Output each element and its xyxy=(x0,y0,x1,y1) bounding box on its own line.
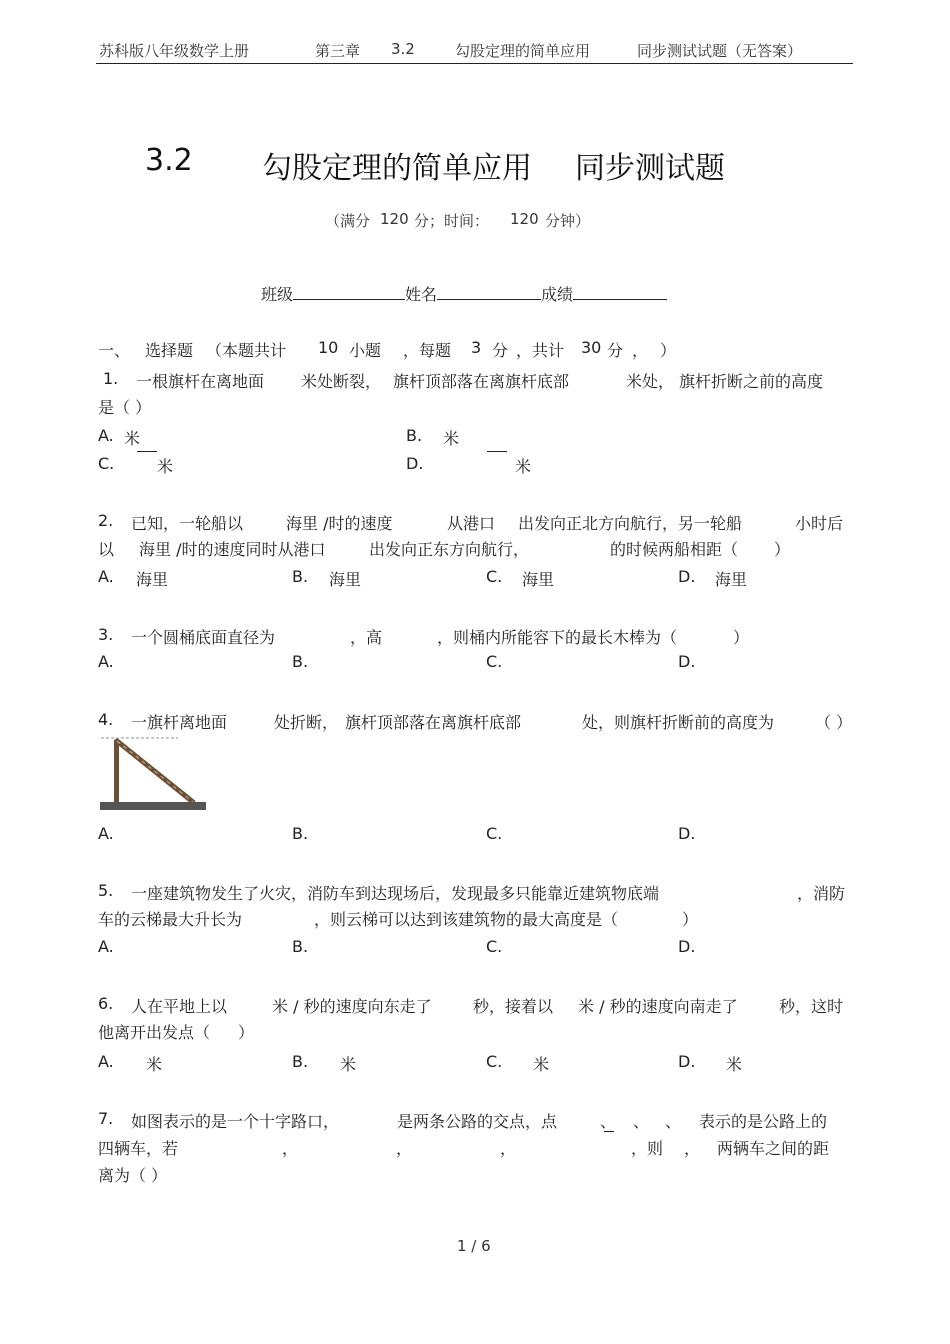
q6-option-d[interactable]: D. xyxy=(678,1052,696,1071)
title-name: 勾股定理的简单应用 xyxy=(262,151,532,186)
q6-text-3: 秒，接着以 xyxy=(473,997,554,1016)
q1-text-2: 米处断裂， xyxy=(301,372,382,391)
q2-text-7: 海里 /时的速度同时从港口 xyxy=(139,540,326,559)
q1-option-c[interactable]: C. xyxy=(98,454,115,473)
q7-fraction-bar xyxy=(604,1131,614,1132)
section-text-e: ，共计 xyxy=(516,341,565,360)
q6-text-4: 米 / 秒的速度向南走了 xyxy=(578,997,738,1016)
q6-option-c[interactable]: C. xyxy=(486,1052,503,1071)
q2-option-c[interactable]: C. xyxy=(486,567,503,586)
q4-text-3: 旗杆顶部落在离旗杆底部 xyxy=(345,713,522,732)
q1-option-c-unit: 米 xyxy=(157,457,174,476)
q7-text-12: ， xyxy=(684,1139,701,1158)
q7-num: 7. xyxy=(98,1109,114,1128)
q3-text-2: ，高 xyxy=(350,628,383,647)
q5-text-4: ，则云梯可以达到该建筑物的最大高度是（ xyxy=(314,910,619,929)
q6-text-7: ） xyxy=(238,1023,255,1042)
q1-option-d[interactable]: D. xyxy=(406,454,424,473)
broken-flagpole-figure xyxy=(98,732,208,814)
q4-option-c[interactable]: C. xyxy=(486,824,503,843)
q2-text-4: 出发向正北方向航行，另一轮船 xyxy=(518,514,743,533)
q5-option-d[interactable]: D. xyxy=(678,937,696,956)
subtitle-score: 120 xyxy=(380,210,409,228)
q7-text-14: 离为（ ） xyxy=(98,1166,168,1185)
q1-num: 1. xyxy=(103,369,119,388)
section-num: 一、 xyxy=(98,341,131,360)
subtitle-time: 120 xyxy=(510,210,539,228)
q2-text-3: 从港口 xyxy=(447,514,496,533)
title-number: 3.2 xyxy=(145,143,193,178)
q7-text-1: 如图表示的是一个十字路口， xyxy=(131,1112,340,1131)
q7-text-11: ，则 xyxy=(631,1139,664,1158)
q5-text-3: 车的云梯最大升长为 xyxy=(98,910,243,929)
q1-text-6: 是（ ） xyxy=(98,398,152,417)
section-count: 10 xyxy=(318,338,339,357)
q2-option-d-unit: 海里 xyxy=(715,570,748,589)
q7-text-4: 、 xyxy=(633,1112,650,1131)
score-blank[interactable] xyxy=(573,283,667,300)
q6-option-b[interactable]: B. xyxy=(292,1052,309,1071)
q7-text-8: ， xyxy=(282,1139,299,1158)
header-book: 苏科版八年级数学上册 xyxy=(99,42,250,60)
q1-text-1: 一根旗杆在离地面 xyxy=(136,372,265,391)
q7-text-3: 、 xyxy=(600,1112,617,1131)
header-topic: 勾股定理的简单应用 xyxy=(455,42,591,60)
q5-option-b[interactable]: B. xyxy=(292,937,309,956)
q6-option-c-unit: 米 xyxy=(533,1055,550,1074)
title-kind: 同步测试题 xyxy=(575,151,725,186)
section-text-a: （本题共计 xyxy=(206,341,287,360)
q6-text-2: 米 / 秒的速度向东走了 xyxy=(272,997,432,1016)
q1-option-a[interactable]: A. xyxy=(98,426,114,445)
q3-text-3: ，则桶内所能容下的最长木棒为（ xyxy=(437,628,678,647)
q4-text-2: 处折断， xyxy=(274,713,339,732)
q2-option-a[interactable]: A. xyxy=(98,567,114,586)
q3-option-b[interactable]: B. xyxy=(292,652,309,671)
score-label: 成绩 xyxy=(541,285,574,304)
q2-text-10: ） xyxy=(774,540,791,559)
q6-option-d-unit: 米 xyxy=(726,1055,743,1074)
q1-text-3: 旗杆顶部落在离旗杆底部 xyxy=(393,372,570,391)
q6-text-5: 秒，这时 xyxy=(779,997,844,1016)
q4-option-b[interactable]: B. xyxy=(292,824,309,843)
q2-option-b-unit: 海里 xyxy=(329,570,362,589)
section-text-f: 分 xyxy=(607,341,624,360)
class-label: 班级 xyxy=(261,285,294,304)
q5-num: 5. xyxy=(98,881,114,900)
name-label: 姓名 xyxy=(405,285,438,304)
q2-option-d[interactable]: D. xyxy=(678,567,696,586)
class-blank[interactable] xyxy=(293,283,405,300)
q2-option-b[interactable]: B. xyxy=(292,567,309,586)
section-text-b: 小题 xyxy=(349,341,382,360)
q2-num: 2. xyxy=(98,511,114,530)
header-suffix: 同步测试试题（无答案） xyxy=(637,42,803,60)
subtitle-open: （满分 xyxy=(325,212,371,230)
q4-option-a[interactable]: A. xyxy=(98,824,114,843)
q4-text-1: 一旗杆离地面 xyxy=(131,713,228,732)
q1-d-fraction-bar xyxy=(487,451,507,452)
q5-text-5: ） xyxy=(682,910,699,929)
q1-text-4: 米处， xyxy=(626,372,675,391)
q1-option-b-unit: 米 xyxy=(443,429,460,448)
ground xyxy=(100,802,206,810)
q1-option-a-unit: 米 xyxy=(124,429,141,448)
header-section: 3.2 xyxy=(391,40,415,58)
name-blank[interactable] xyxy=(437,283,541,300)
q3-text-1: 一个圆桶底面直径为 xyxy=(131,628,276,647)
q7-text-9: ， xyxy=(396,1139,413,1158)
q7-text-7: 四辆车，若 xyxy=(98,1139,179,1158)
q2-text-9: 的时候两船相距（ xyxy=(610,540,739,559)
header-rule xyxy=(96,63,853,64)
q5-option-c[interactable]: C. xyxy=(486,937,503,956)
q3-option-a[interactable]: A. xyxy=(98,652,114,671)
q5-option-a[interactable]: A. xyxy=(98,937,114,956)
q2-text-2: 海里 /时的速度 xyxy=(286,514,393,533)
q4-text-4: 处，则旗杆折断前的高度为 xyxy=(582,713,775,732)
q6-option-b-unit: 米 xyxy=(340,1055,357,1074)
header-chapter: 第三章 xyxy=(315,42,361,60)
section-each: 3 xyxy=(471,338,482,357)
q5-text-2: ，消防 xyxy=(797,884,846,903)
q7-text-6: 表示的是公路上的 xyxy=(699,1112,828,1131)
q1-option-d-unit: 米 xyxy=(515,457,532,476)
q2-text-5: 小时后 xyxy=(795,514,844,533)
subtitle-close: 分钟） xyxy=(545,212,591,230)
q6-option-a[interactable]: A. xyxy=(98,1052,114,1071)
page-number: 1 / 6 xyxy=(457,1237,491,1255)
q4-num: 4. xyxy=(98,710,114,729)
q1-c-fraction-bar xyxy=(137,451,157,452)
q3-option-c[interactable]: C. xyxy=(486,652,503,671)
section-total: 30 xyxy=(581,338,602,357)
subtitle-mid: 分；时间： xyxy=(414,212,490,230)
q2-option-c-unit: 海里 xyxy=(522,570,555,589)
section-text-d: 分 xyxy=(492,341,509,360)
q7-text-10: ， xyxy=(500,1139,517,1158)
q2-option-a-unit: 海里 xyxy=(136,570,169,589)
q2-text-8: 出发向正东方向航行， xyxy=(369,540,530,559)
q4-text-5: （ ） xyxy=(815,713,853,732)
q1-text-5: 旗杆折断之前的高度 xyxy=(679,372,824,391)
section-text-c: ，每题 xyxy=(403,341,452,360)
q2-text-1: 已知，一轮船以 xyxy=(131,514,244,533)
pole-standing-part xyxy=(114,740,119,802)
section-name: 选择题 xyxy=(145,341,194,360)
q6-text-6: 他离开出发点（ xyxy=(98,1023,211,1042)
section-text-g: ， xyxy=(632,341,649,360)
q7-text-5: 、 xyxy=(665,1112,682,1131)
section-text-h: ） xyxy=(660,341,677,360)
q1-option-b[interactable]: B. xyxy=(406,426,423,445)
q2-text-6: 以 xyxy=(98,540,115,559)
q3-num: 3. xyxy=(98,625,114,644)
q4-option-d[interactable]: D. xyxy=(678,824,696,843)
q3-text-4: ） xyxy=(733,628,750,647)
q3-option-d[interactable]: D. xyxy=(678,652,696,671)
q5-text-1: 一座建筑物发生了火灾，消防车到达现场后，发现最多只能靠近建筑物底端 xyxy=(131,884,660,903)
q7-text-2: 是两条公路的交点，点 xyxy=(397,1112,558,1131)
q7-text-13: 两辆车之间的距 xyxy=(717,1139,830,1158)
q6-num: 6. xyxy=(98,994,114,1013)
student-info-line xyxy=(261,282,667,305)
q6-option-a-unit: 米 xyxy=(146,1055,163,1074)
q6-text-1: 人在平地上以 xyxy=(131,997,228,1016)
